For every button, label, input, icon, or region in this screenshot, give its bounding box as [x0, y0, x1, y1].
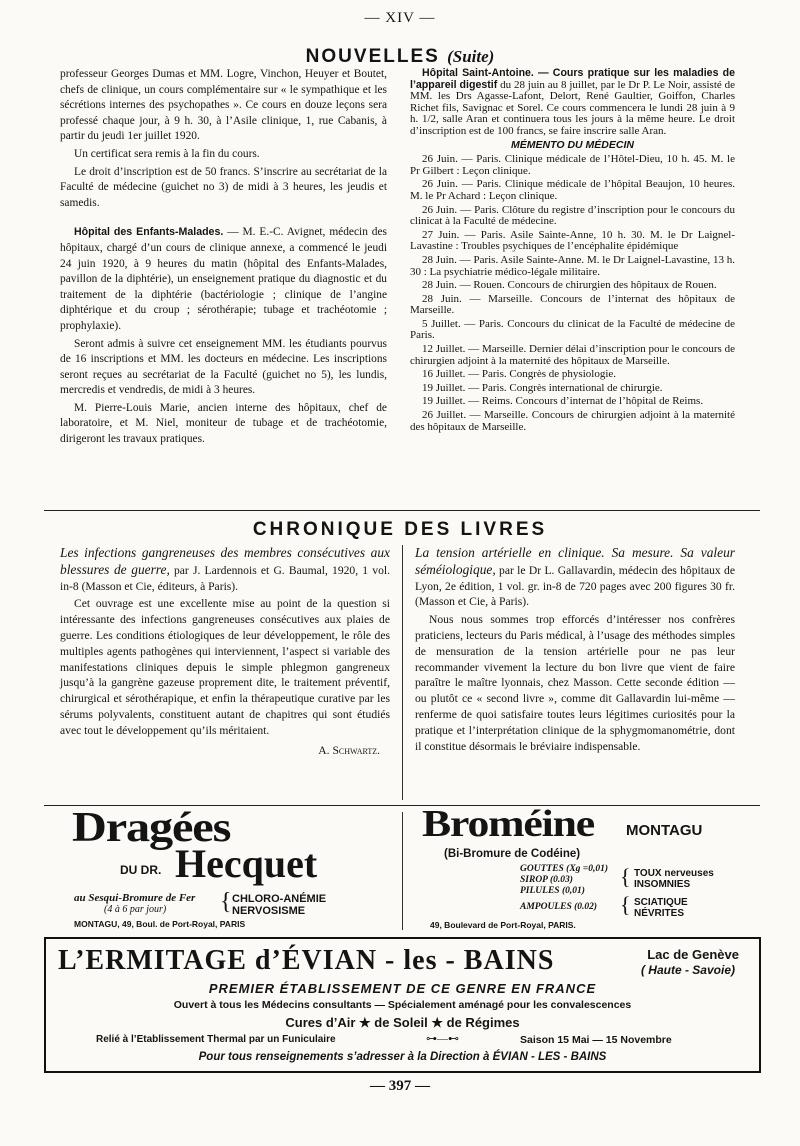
left-column: [60, 67, 387, 450]
section-title: [0, 46, 800, 68]
ad-dragees-hecquet: [60, 805, 390, 930]
paragraph: professeur Georges Dumas et MM. Logre, Vinchon, Heuyer et Boutet, chefs de clinique, un cours complémentaire sur « le sympathique et les sécrétions internes des psychopathes ». Ce cours en douze leçons sera professé chaque jour, à 9 h. 30, à l’Asile clinique, 1, rue Cabanis, à partir du jeudi 1er juillet 1920.: [60, 68, 387, 143]
book-ref: par J. Lardennois et G. Baumal, 1920, 1 vol. in-8 (Masson et Cie, éditeurs, à Paris).: [60, 563, 390, 593]
memento-entry: 12 Juillet. — Marseille. Dernier délai d’inscription pour le concours de chirurgien adjoint à la maternité des hôpitaux de Marseille.: [410, 343, 735, 367]
ad-dosage: (4 à 6 par jour): [104, 904, 167, 915]
memento-entry: 16 Juillet. — Paris. Congrès de physiologie.: [422, 368, 617, 381]
book-review-right: [415, 545, 735, 756]
article-heading: Hôpital Saint-Antoine. — Cours pratique sur les maladies de l’appareil digestif: [410, 67, 735, 91]
ad-line: Cures d’Air ★ de Soleil ★ de Régimes: [285, 1015, 520, 1030]
memento-entry: 26 Juin. — Paris. Clôture du registre d’inscription pour le concours du clinicat à la Faculté de médecine.: [410, 203, 735, 228]
paragraph: Le droit d’inscription est de 50 francs. S’inscrire au secrétariat de la Faculté de médecine (guichet no 3) de midi à 3 heures, les jeudis et samedis.: [60, 165, 387, 209]
ad-ornament: ⊶—⊷: [426, 1033, 459, 1045]
memento-entry: 28 Juin. — Paris. Asile Sainte-Anne. M. le Dr Laignel-Lavastine, 13 h. 30 : La psychiatrie médico-légale militaire.: [410, 253, 735, 278]
ad-indication: NERVOSISME: [232, 905, 306, 917]
book-review-text: Cet ouvrage est une excellente mise au point de la question si intéressante des infections gangreneuses consécutives aux plaies de guerre. Les conditions étiologiques de leur développement, le rôle des multiples agents pathogènes qui interviennent, l’aspect si variable des manifestations cliniques depuis le simple phlegmon gangreneux jusqu’à la gangrène gazeuse proprement dite, le traitement préventif, chirurgical et sérothérapique, et enfin la thérapeutique curative par les sérums polyvalents, constituent autant de chapitres qui sont étudiés avec tout le développement qu’ils méritaient.: [60, 597, 390, 737]
ad-form: PILULES (0,01): [520, 886, 585, 896]
chronique-title: CHRONIQUE DES LIVRES: [252, 519, 548, 540]
book-title: La tension artérielle en clinique. Sa mesure. Sa valeur séméiologique,: [415, 545, 735, 577]
ad-du-dr: DU DR.: [120, 863, 162, 877]
memento-entry: 26 Juin. — Paris. Clinique médicale de l’hôpital Beaujon, 10 heures. M. le Pr Achard : Leçon clinique.: [410, 178, 735, 202]
paragraph: Seront admis à suivre cet enseignement MM. les étudiants pourvus de 16 inscriptions et MM. les docteurs en médecine. Les inscriptions seront reçues au secrétariat de la Faculté (guichet no 5), les lundis, mercredis et vendredis, de midi à 3 heures.: [60, 337, 387, 397]
book-reference: [60, 545, 390, 594]
memento-title: MÉMENTO DU MÉDECIN: [511, 138, 634, 151]
column-divider: [402, 545, 403, 800]
right-column: [410, 68, 735, 435]
divider: [44, 510, 760, 511]
memento-entry: 27 Juin. — Paris. Asile Sainte-Anne, 10 h. 30. M. le Dr Laignel-Lavastine : Troubles psychiques de l’encéphalite épidémique: [410, 228, 735, 253]
memento-entry: 26 Juillet. — Marseille. Concours de chirurgien adjoint à la maternité des hôpitaux de Marseille.: [410, 409, 735, 433]
section-title-suffix: (Suite): [447, 47, 495, 66]
ad-indication: NÉVRITES: [634, 908, 685, 919]
ad-line: au Sesqui-Bromure de Fer: [74, 892, 196, 904]
ad-line: Ouvert à tous les Médecins consultants — Spécialement aménagé pour les convalescences: [173, 999, 632, 1011]
paragraph: M. Pierre-Louis Marie, ancien interne des hôpitaux, chef de laboratoire, et M. Niel, moniteur de tubage et de trachéotomie, dirigeront les travaux pratiques.: [60, 401, 387, 446]
ad-indication: TOUX nerveuses: [634, 868, 714, 879]
section-title-text: NOUVELLES: [305, 46, 440, 67]
memento-list: [410, 154, 735, 433]
ad-form: SIROP (0.03): [520, 875, 573, 885]
article-heading: Hôpital des Enfants-Malades.: [74, 226, 224, 239]
ad-title: Broméine: [422, 803, 595, 845]
memento-entry: 26 Juin. — Paris. Clinique médicale de l’Hôtel-Dieu, 10 h. 45. M. le Pr Gilbert : Leçon clinique.: [410, 153, 735, 177]
ad-indication: SCIATIQUE: [634, 897, 688, 908]
ad-evian: [44, 937, 761, 1073]
ad-region: ( Haute - Savoie): [640, 963, 735, 977]
memento-entry: 19 Juillet. — Paris. Congrès international de chirurgie.: [422, 381, 663, 394]
article-enfants-malades: [60, 225, 387, 334]
memento-entry: 19 Juillet. — Reims. Concours d’internat de l’hôpital de Reims.: [422, 395, 704, 408]
page-roman-number: — XIV —: [364, 10, 436, 26]
ad-bromeine: [412, 803, 757, 930]
ad-form: AMPOULES (0.02): [520, 902, 598, 912]
book-reference: [415, 545, 735, 610]
article-body: — M. E.-C. Avignet, médecin des hôpitaux, chargé d’un cours de clinique annexe, a commencé le jeudi 24 juin 1920, à 9 heures du matin (hôpital des Enfants-Malades, pavillon de la diphtérie), un enseignement pratique du diagnostic et du traitement de la diphtérie (bactériologie ; clinique de l’angine diphtérique et du croup ; sérothérapie; tubage et trachéotomie ; prophylaxie).: [60, 226, 387, 332]
ad-indication: INSOMNIES: [634, 879, 691, 890]
ad-brace: {: [620, 864, 631, 889]
ad-address: MONTAGU, 49, Boul. de Port-Royal, PARIS: [74, 919, 246, 929]
ad-brand: MONTAGU: [626, 822, 703, 839]
ad-line: PREMIER ÉTABLISSEMENT DE CE GENRE EN FRANCE: [208, 981, 597, 996]
paragraph: Un certificat sera remis à la fin du cours.: [74, 147, 260, 160]
book-review-left: [60, 545, 390, 758]
book-title: Les infections gangreneuses des membres consécutives aux blessures de guerre,: [60, 545, 390, 577]
ad-subtitle: (Bi-Bromure de Codéine): [444, 848, 581, 860]
ad-form: GOUTTES (Xg =0,01): [520, 864, 609, 874]
book-ref: par le Dr L. Gallavardin, médecin des hôpitaux de Lyon, 2e édition, 1 vol. gr. in-8 de 720 pages avec 200 figures 30 fr. (Masson et Cie, à Paris).: [415, 563, 735, 609]
ad-indication: CHLORO-ANÉMIE: [232, 893, 327, 905]
page-number: — 397 —: [370, 1078, 430, 1094]
ad-name: Hecquet: [175, 841, 318, 886]
ad-line: Relié à l’Etablissement Thermal par un Funiculaire: [96, 1034, 336, 1045]
ad-line: Pour tous renseignements s’adresser à la Direction à ÉVIAN - LES - BAINS: [198, 1051, 607, 1063]
article-body: du 28 juin au 8 juillet, par le Dr P. Le Noir, assisté de MM. les Drs Agasse-Lafont, Delort, René Gaultier, Goiffon, Charles Richet fils, Savignac et Sorel. Ce cours commencera le lundi 28 juin à 9 h. 1/2, salle Aran et continuera tous les jours à la même heure. Le droit d’inscription est de 100 francs, se faire inscrire salle Aran.: [410, 78, 736, 137]
memento-entry: 28 Juin. — Marseille. Concours de l’internat des hôpitaux de Marseille.: [410, 292, 735, 317]
book-review-text: Nous nous sommes trop efforcés d’intéresser nos confrères praticiens, lecteurs du Paris médical, à l’usage des méthodes simples de mensuration de la tension artérielle pour ne pas leur recommander vivement la lecture du bon livre que vient de faire paraître le maître lyonnais, chez Masson. Cette seconde édition — ou plutôt ce « second livre », comme dit Gallavardin lui-même — renferme de quoi satisfaire toutes leurs légitimes curiosités pour la pratique et l’interprétation clinique de la sphygmomanométrie, dont il constitue désormais le bréviaire indispensable.: [415, 613, 735, 753]
ad-line: Saison 15 Mai — 15 Novembre: [520, 1034, 672, 1046]
article-saint-antoine: [410, 68, 735, 138]
review-signature: A. Schwartz.: [318, 743, 380, 757]
ad-lake: Lac de Genève: [647, 947, 739, 962]
memento-entry: 28 Juin. — Rouen. Concours de chirurgien des hôpitaux de Rouen.: [422, 279, 717, 292]
ad-address: 49, Boulevard de Port-Royal, PARIS.: [430, 920, 576, 930]
ad-brace: {: [220, 889, 232, 915]
ad-title: Dragées: [72, 805, 231, 851]
column-divider: [402, 812, 403, 930]
ad-title: L’ERMITAGE d’ÉVIAN - les - BAINS: [58, 945, 555, 976]
ad-brace: {: [620, 892, 631, 917]
memento-entry: 5 Juillet. — Paris. Concours du clinicat de la Faculté de médecine de Paris.: [410, 317, 735, 342]
